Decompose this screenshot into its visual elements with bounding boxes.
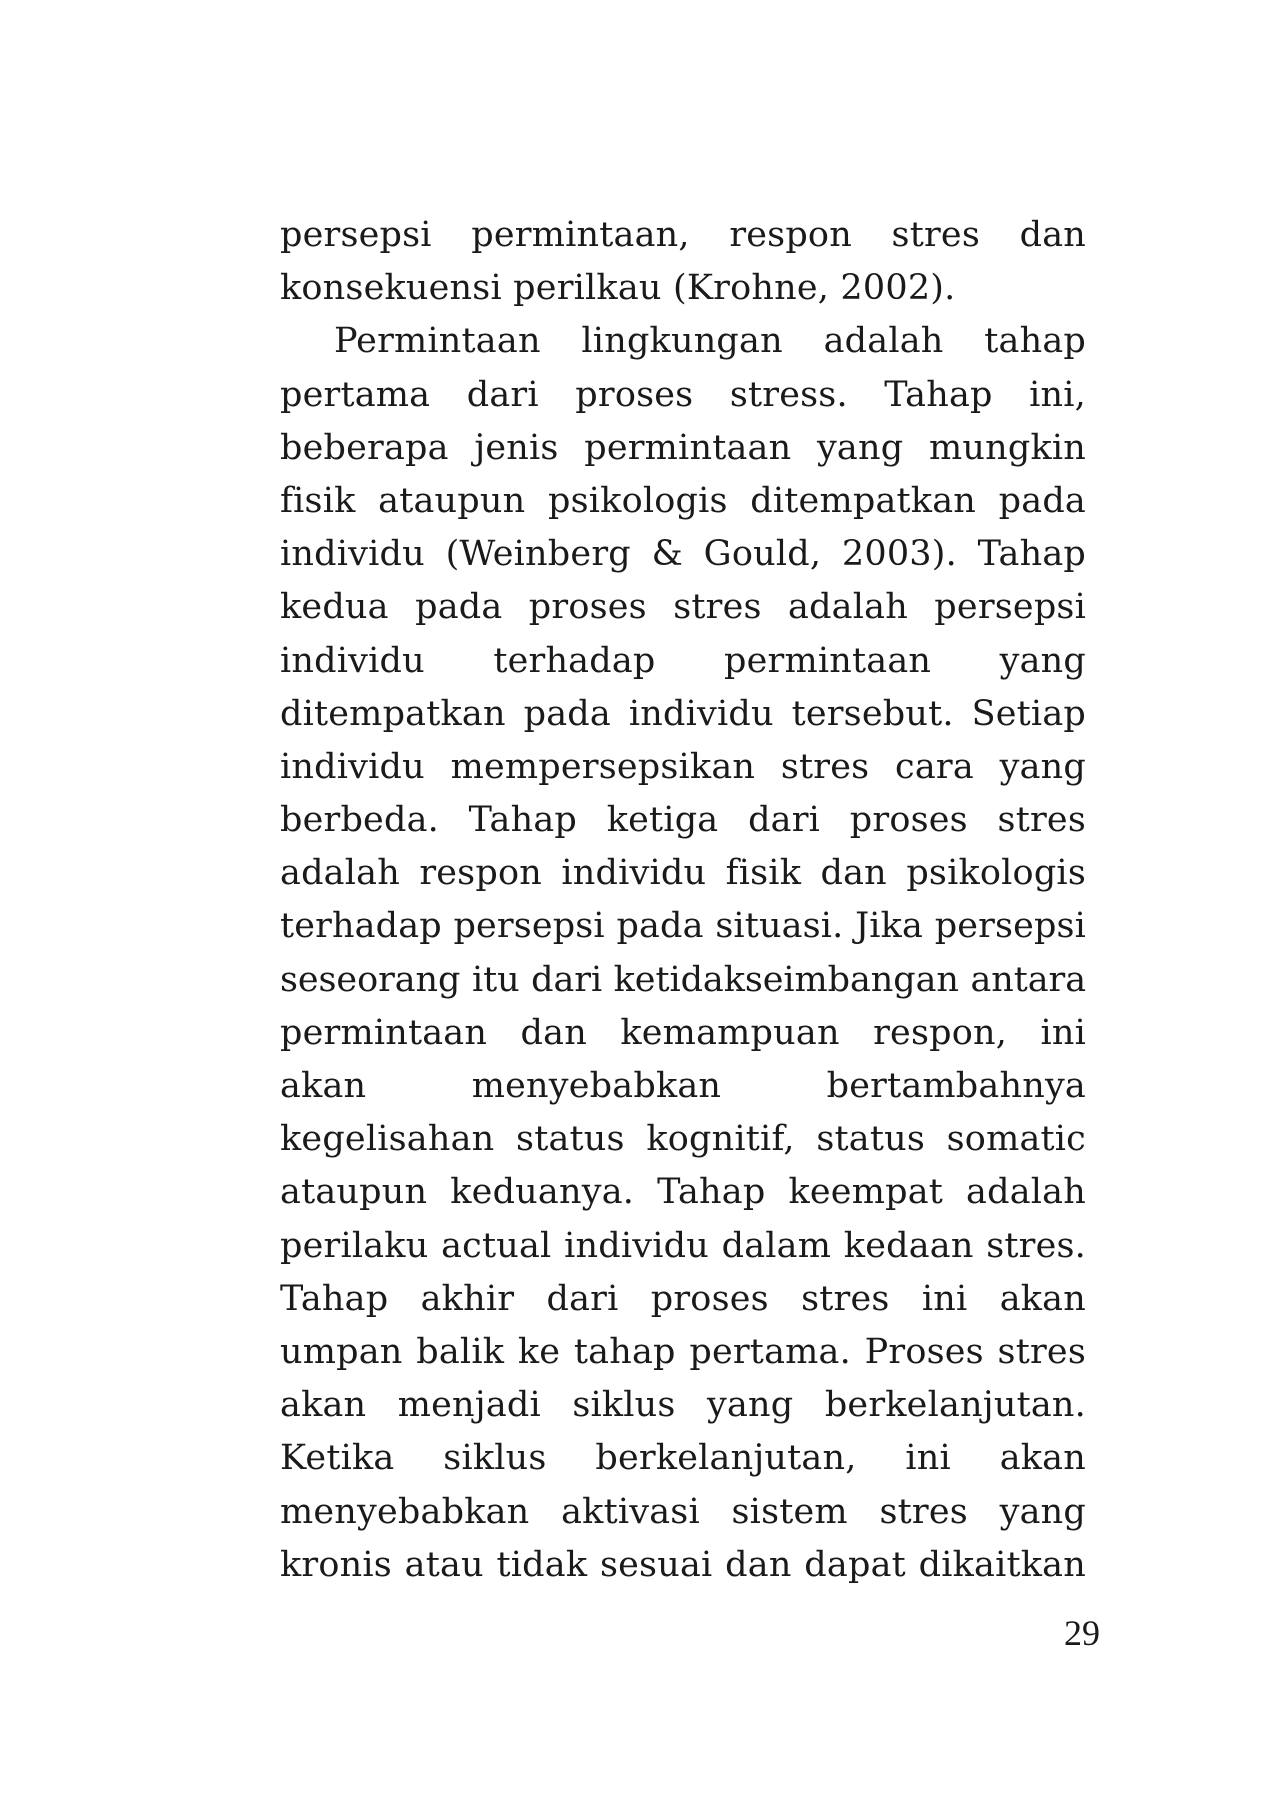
text-line: individu terhadap permintaan yang: [280, 640, 1086, 681]
text-line: kegelisahan status kognitif, status somatic: [280, 1119, 1086, 1160]
text-line: seseorang itu dari ketidakseimbangan antara: [280, 959, 1086, 1000]
body-text: [280, 209, 1086, 1592]
text-line: akan menyebabkan bertambahnya: [280, 1066, 1086, 1106]
page-number: 29: [1064, 1613, 1100, 1653]
text-line: individu mempersepsikan stres cara yang: [280, 746, 1086, 787]
text-line: ditempatkan pada individu tersebut. Setiap: [280, 693, 1086, 734]
text-line: fisik ataupun psikologis ditempatkan pada: [280, 480, 1086, 521]
text-line: beberapa jenis permintaan yang mungkin: [280, 427, 1086, 468]
text-line: umpan balik ke tahap pertama. Proses stres: [280, 1331, 1086, 1372]
text-line: Permintaan lingkungan adalah tahap: [334, 321, 1086, 362]
text-line: Ketika siklus berkelanjutan, ini akan: [280, 1438, 1086, 1479]
text-line: konsekuensi perilkau (Krohne, 2002).: [280, 268, 956, 309]
text-line: kedua pada proses stres adalah persepsi: [280, 587, 1086, 628]
text-line: kronis atau tidak sesuai dan dapat dikaitkan: [280, 1544, 1086, 1585]
text-line: Tahap akhir dari proses stres ini akan: [280, 1278, 1086, 1319]
text-line: adalah respon individu fisik dan psikologis: [280, 853, 1086, 894]
text-line: berbeda. Tahap ketiga dari proses stres: [280, 800, 1086, 841]
text-line: menyebabkan aktivasi sistem stres yang: [280, 1491, 1086, 1532]
text-line: pertama dari proses stress. Tahap ini,: [280, 374, 1086, 415]
text-line: akan menjadi siklus yang berkelanjutan.: [280, 1385, 1086, 1426]
text-line: individu (Weinberg & Gould, 2003). Tahap: [280, 534, 1086, 575]
text-line: perilaku actual individu dalam kedaan stres.: [280, 1225, 1086, 1266]
text-line: persepsi permintaan, respon stres dan: [280, 215, 1086, 255]
paragraph-1: [280, 209, 1086, 315]
text-line: terhadap persepsi pada situasi. Jika persepsi: [280, 906, 1086, 947]
text-line: permintaan dan kemampuan respon, ini: [280, 1012, 1086, 1053]
text-line: ataupun keduanya. Tahap keempat adalah: [280, 1172, 1086, 1213]
paragraph-2: [280, 315, 1086, 1592]
